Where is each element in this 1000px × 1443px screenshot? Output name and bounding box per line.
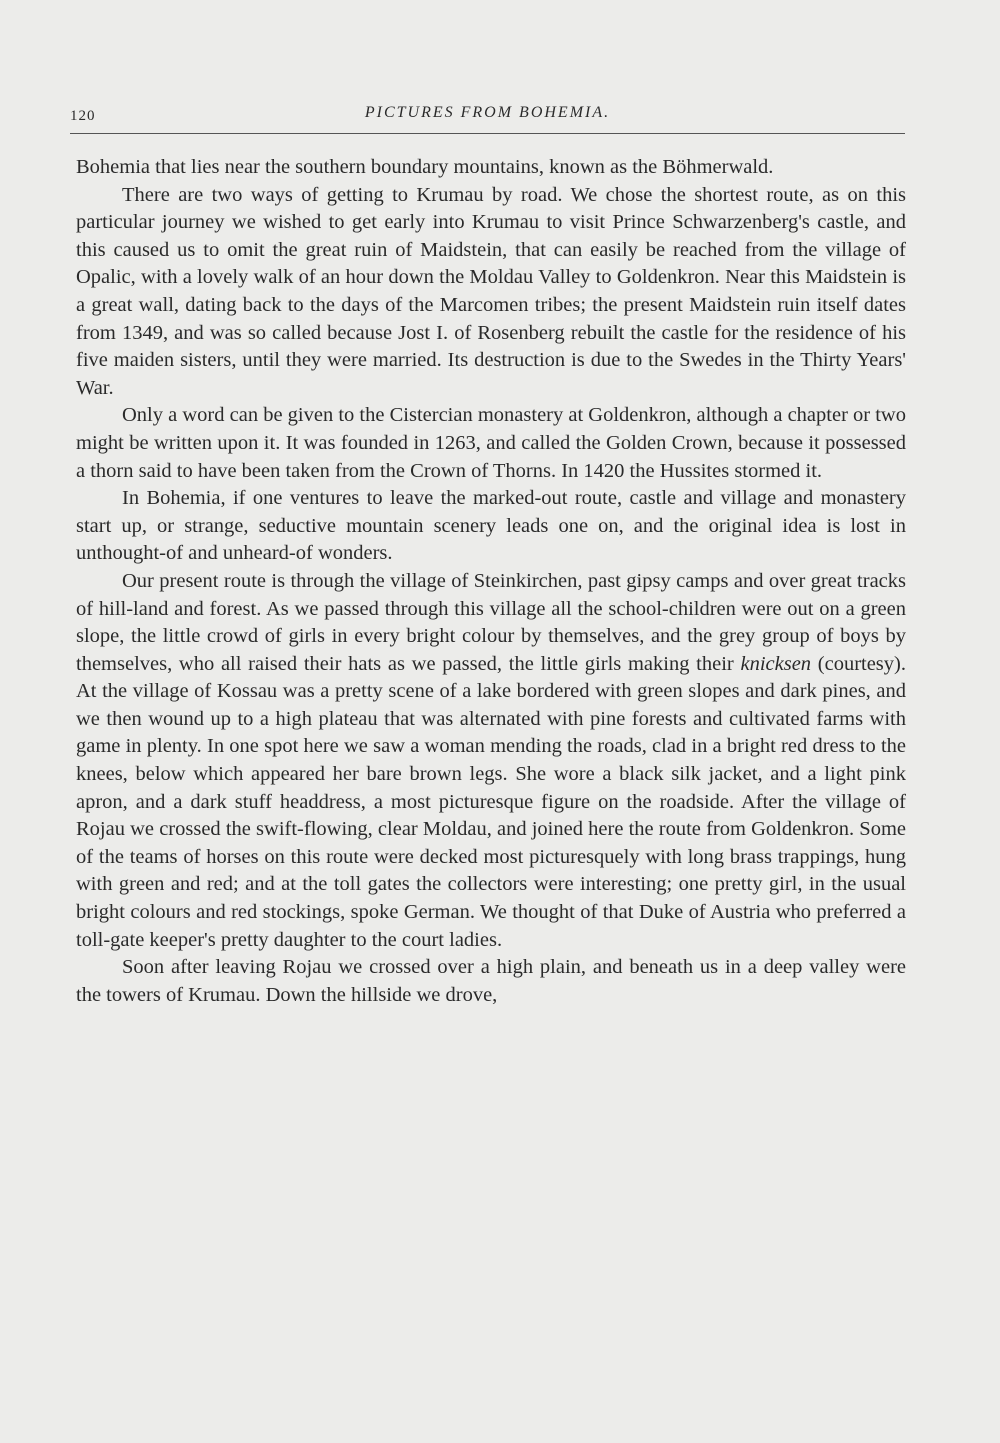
page-number: 120 <box>70 108 96 124</box>
header-rule <box>70 133 905 134</box>
paragraph-2: There are two ways of getting to Krumau by road. We chose the shortest route, as on this particular journey we wished to get early into Krumau to visit Prince Schwarzenberg's castle, and this caused us to omit the great ruin of Maidstein, that can easily be reached from the village of Opalic, with a lovely walk of an hour down the Moldau Valley to Goldenkron. Near this Maidstein is a great wall, dating back to the days of the Marcomen tribes; the present Maidstein ruin itself dates from 1349, and was so called because Jost I. of Rosenberg rebuilt the castle for the residence of his five maiden sisters, until they were married. Its destruction is due to the Swedes in the Thirty Years' War. <box>76 183 906 399</box>
page-header <box>70 104 905 130</box>
paragraph-1: Bohemia that lies near the southern boundary mountains, known as the Böhmerwald. <box>76 156 774 178</box>
paragraph-3: Only a word can be given to the Cistercian monastery at Goldenkron, although a chapter or two might be written upon it. It was founded in 1263, and called the Golden Crown, because it possessed a thorn said to have been taken from the Crown of Thorns. In 1420 the Hussites stormed it. <box>76 404 906 482</box>
running-title: PICTURES FROM BOHEMIA. <box>364 104 611 121</box>
paragraph-5-part-1: Our present route is through the village of Steinkirchen, past gipsy camps and over great tracks of hill-land and forest. As we passed through this village all the school-children were out on a green slope, the little crowd of girls in every bright colour by themselves, and the grey group of boys by themselves, who all raised their hats as we passed, the little girls making their <box>76 569 906 675</box>
paragraph-5-part-2: (courtesy). At the village of Kossau was a pretty scene of a lake bordered with green slopes and dark pines, and we then wound up to a high plateau that was alternated with pine forests and cultivated farms with game in plenty. In one spot here we saw a woman mending the roads, clad in a bright red dress to the knees, below which appeared her bare brown legs. She wore a black silk jacket, and a light pink apron, and a dark stuff headdress, a most picturesque figure on the roadside. After the village of Rojau we crossed the swift-flowing, clear Moldau, and joined here the route from Goldenkron. Some of the teams of horses on this route were decked most picturesquely with long brass trappings, hung with green and red; and at the toll gates the collectors were interesting; one pretty girl, in the usual bright colours and red stockings, spoke German. We thought of that Duke of Austria who preferred a toll-gate keeper's pretty daughter to the court ladies. <box>76 652 906 951</box>
paragraph-6: Soon after leaving Rojau we crossed over a high plain, and beneath us in a deep valley were the towers of Krumau. Down the hillside we drove, <box>76 956 906 1006</box>
paragraph-4: In Bohemia, if one ventures to leave the marked-out route, castle and village and monastery start up, or strange, seductive mountain scenery leads one on, and the original idea is lost in unthought-of and unheard-of wonders. <box>76 487 906 565</box>
body-text <box>76 154 906 1009</box>
paragraph-5 <box>76 568 906 954</box>
italic-term-knicksen: knicksen <box>740 652 812 675</box>
